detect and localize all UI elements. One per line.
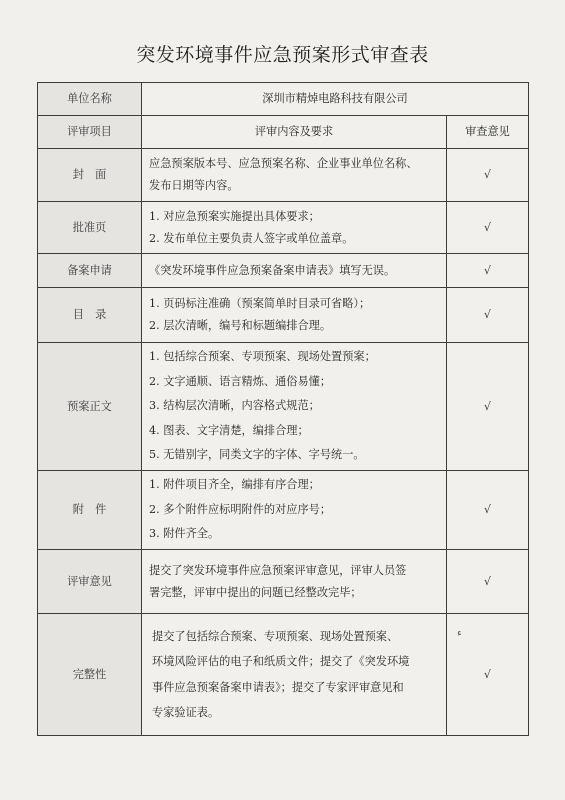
check-mark: √ <box>446 149 528 202</box>
table-row-cover <box>38 149 529 202</box>
table-row-review-opinion <box>38 550 529 614</box>
row-content-filing <box>142 254 447 288</box>
row-content-body <box>142 343 447 471</box>
content-line: 事件应急预案备案申请表》；提交了专家评审意见和 <box>152 680 404 694</box>
unit-name: 深圳市精焯电路科技有限公司 <box>142 83 529 116</box>
row-label-toc: 目 录 <box>38 288 142 343</box>
content-line: 1. 页码标注准确（预案简单时目录可省略）； <box>149 297 371 311</box>
header-item: 评审项目 <box>38 116 142 149</box>
content-line: 1. 附件项目齐全，编排有序合理； <box>149 478 320 492</box>
content-line: 环境风险评估的电子和纸质文件；提交了《突发环境 <box>152 655 410 669</box>
check-mark: √ <box>446 254 528 288</box>
review-form-table <box>37 82 529 736</box>
content-line: 提交了突发环境事件应急预案评审意见，评审人员签 <box>149 563 407 577</box>
check-mark: √ <box>446 288 528 343</box>
row-label-review-opinion: 评审意见 <box>38 550 142 614</box>
row-content-review-opinion <box>142 550 447 614</box>
content-line: 专家验证表。 <box>152 705 220 719</box>
row-label-cover: 封 面 <box>38 149 142 202</box>
check-mark: √ <box>446 343 528 471</box>
row-label-approval: 批准页 <box>38 202 142 254</box>
content-line: 4. 图表、文字清楚，编排合理； <box>149 423 309 437</box>
table-row-attachments <box>38 471 529 550</box>
table-row-body <box>38 343 529 471</box>
check-mark: √ <box>446 550 528 614</box>
table-row-filing <box>38 254 529 288</box>
check-mark: √ <box>446 202 528 254</box>
row-content-approval <box>142 202 447 254</box>
row-content-attachments <box>142 471 447 550</box>
content-line: 应急预案版本号、应急预案名称、企业事业单位名称、 <box>149 157 418 171</box>
table-row-completeness <box>38 614 529 736</box>
content-line: 2. 多个附件应标明附件的对应序号； <box>149 502 332 516</box>
table-row-toc <box>38 288 529 343</box>
row-label-filing: 备案申请 <box>38 254 142 288</box>
unit-label: 单位名称 <box>38 83 142 116</box>
row-label-attachments: 附 件 <box>38 471 142 550</box>
unit-row <box>38 83 529 116</box>
row-content-cover <box>142 149 447 202</box>
row-label-completeness: 完整性 <box>38 614 142 736</box>
check-mark: √ <box>446 614 528 736</box>
header-row <box>38 116 529 149</box>
content-line: 提交了包括综合预案、专项预案、现场处置预案、 <box>152 630 399 644</box>
row-content-completeness <box>142 614 447 736</box>
content-line: 2. 发布单位主要负责人签字或单位盖章。 <box>149 231 354 245</box>
row-content-toc <box>142 288 447 343</box>
content-line: 《突发环境事件应急预案备案申请表》填写无误。 <box>149 263 396 277</box>
pen-mark: ء <box>457 628 462 639</box>
form-title: 突发环境事件应急预案形式审查表 <box>136 44 429 66</box>
content-line: 5. 无错别字，同类文字的字体、字号统一。 <box>149 448 365 462</box>
content-line: 2. 层次清晰，编号和标题编排合理。 <box>149 319 332 332</box>
row-label-body: 预案正文 <box>38 343 142 471</box>
content-line: 1. 对应急预案实施提出具体要求； <box>149 209 320 223</box>
content-line: 3. 结构层次清晰，内容格式规范； <box>149 399 320 413</box>
content-line: 发布日期等内容。 <box>149 179 239 192</box>
table-row-approval <box>38 202 529 254</box>
content-line: 2. 文字通顺、语言精炼、通俗易懂； <box>149 374 332 388</box>
content-line: 1. 包括综合预案、专项预案、现场处置预案； <box>149 349 376 363</box>
header-opinion: 审查意见 <box>446 116 528 149</box>
content-line: 3. 附件齐全。 <box>149 527 220 541</box>
header-content: 评审内容及要求 <box>142 116 447 149</box>
check-mark: √ <box>446 471 528 550</box>
content-line: 署完整，评审中提出的问题已经整改完毕； <box>149 585 362 599</box>
